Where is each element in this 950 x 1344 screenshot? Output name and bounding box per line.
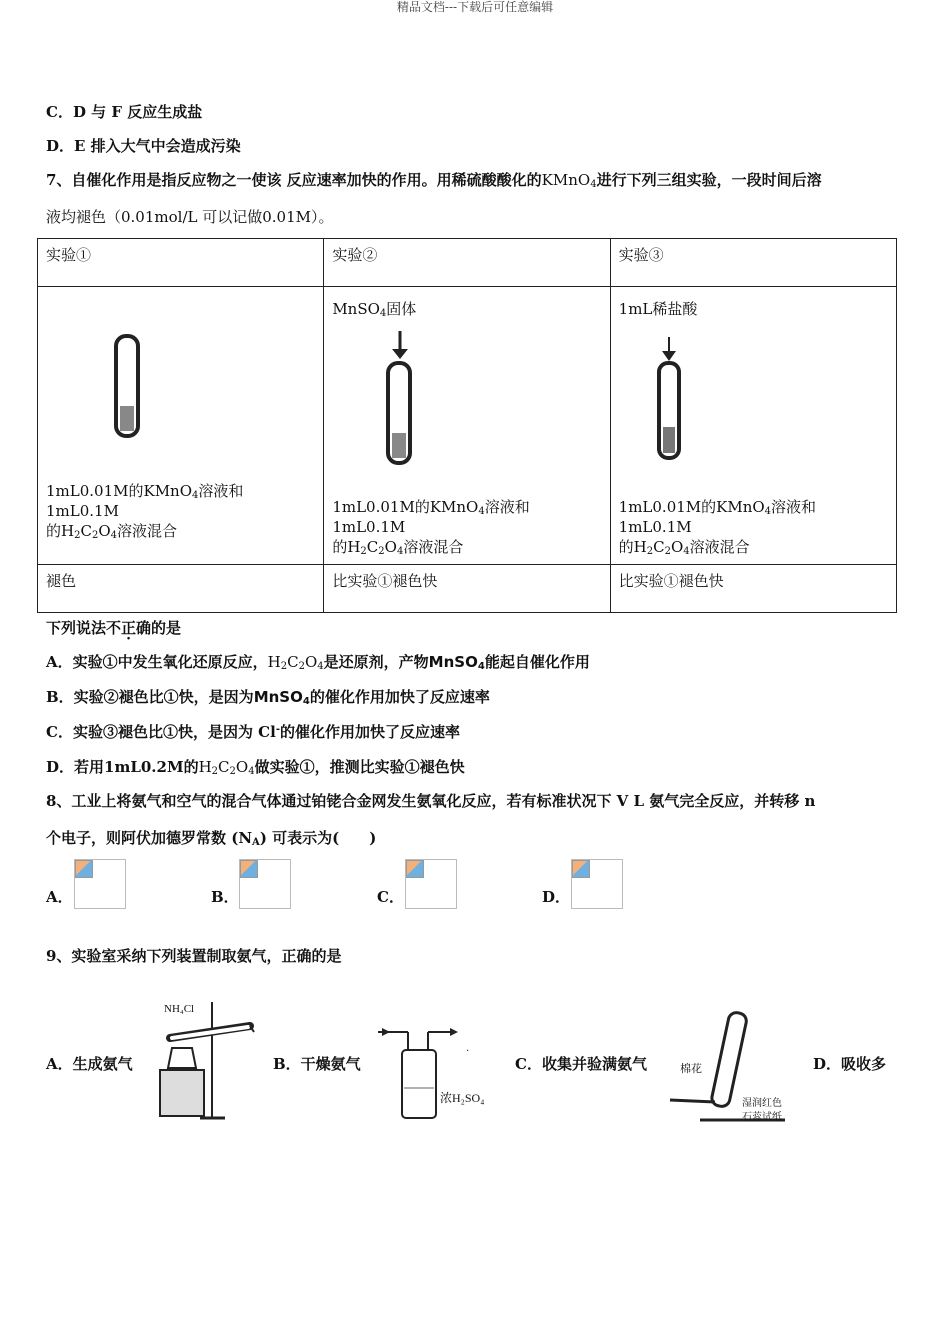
exp2-addition: MnSO$_4$固体 xyxy=(332,300,417,319)
q9-option-c-label: C．收集并验满氨气 xyxy=(515,1055,647,1073)
test-tube-with-dropper-icon xyxy=(649,337,689,462)
q8-option-d-label: D． xyxy=(542,888,571,906)
q8-option-a-label: A． xyxy=(46,888,73,906)
q9-stem: 9、实验室采纳下列装置制取氨气，正确的是 xyxy=(46,947,342,965)
page-header: 精品文档---下载后可任意编辑 xyxy=(396,0,554,14)
table-header-exp3: 实验③ xyxy=(610,239,896,287)
q7-option-c: C．实验③褪色比①快，是因为 Cl-的催化作用加快了反应速率 xyxy=(46,723,460,741)
q8-option-a-image-placeholder xyxy=(74,859,126,909)
exp3-addition: 1mL稀盐酸 xyxy=(618,300,698,318)
exp3-result: 比实验①褪色快 xyxy=(610,565,896,613)
exp1-mix-text: 1mL0.01M的KMnO$_4$溶液和1mL0.1M 的$H_2C_2O_4$溶液混合 xyxy=(46,482,244,541)
q7-stem-line1: 7、自催化作用是指反应物之一使该 反应速率加快的作用。用稀硫酸酸化的KMnO$_4$进行下列三组实验，一段时间后溶 xyxy=(46,171,822,190)
q9-option-a-label: A．生成氨气 xyxy=(46,1055,133,1073)
fig-b-label: 浓H₂SO₄ xyxy=(440,1091,485,1105)
exp2-setup-cell xyxy=(324,287,610,565)
experiment-table xyxy=(37,238,897,613)
table-header-exp2: 实验② xyxy=(324,239,610,287)
gas-collection-tube-icon xyxy=(660,1010,790,1125)
q6-option-c: C．D 与 F 反应生成盐 xyxy=(46,103,203,121)
exp2-mix-text: 1mL0.01M的KMnO$_4$溶液和1mL0.1M 的$H_2C_2O_4$溶液混合 xyxy=(332,498,530,557)
exp1-result: 褪色 xyxy=(38,565,324,613)
q8-option-b-label: B． xyxy=(211,888,239,906)
fig-c-label1: 棉花 xyxy=(680,1063,702,1075)
q8-option-c-label: C． xyxy=(377,888,404,906)
exp1-setup-cell xyxy=(38,287,324,565)
ammonia-generation-apparatus-icon xyxy=(150,998,265,1123)
q7-question: 下列说法不正确的是 xyxy=(46,619,182,637)
table-header-exp1: 实验① xyxy=(38,239,324,287)
exp3-mix-text: 1mL0.01M的KMnO$_4$溶液和1mL0.1M 的$H_2C_2O_4$溶液混合 xyxy=(618,498,817,557)
q8-option-b-image-placeholder xyxy=(239,859,291,909)
q8-stem-line2: 个电子，则阿伏加德罗常数 $(N_A)$ 可表示为( ) xyxy=(46,829,377,848)
fig-c-label3: 石蕊试纸 xyxy=(742,1112,782,1123)
q7-option-d: D．若用1mL0.2M的$H_2C_2O_4$做实验①，推测比实验①褪色快 xyxy=(46,758,465,777)
drying-bottle-icon xyxy=(378,1022,508,1122)
fig-a-label: NH₄Cl xyxy=(164,1003,195,1015)
q9-option-b-label: B．干燥氨气 xyxy=(273,1055,361,1073)
q8-option-d-image-placeholder xyxy=(571,859,623,909)
q7-stem-line2: 液均褪色（0.01mol/L 可以记做0.01M）。 xyxy=(46,208,334,226)
q6-option-d: D．E 排入大气中会造成污染 xyxy=(46,137,241,155)
q7-option-a: A．实验①中发生氧化还原反应，$H_2C_2O_4$是还原剂，产物MnSO$_4$能起自催化作用 xyxy=(46,653,590,672)
q8-option-c-image-placeholder xyxy=(405,859,457,909)
exp3-setup-cell xyxy=(610,287,896,565)
fig-c-label2: 湿润红色 xyxy=(742,1098,782,1109)
q8-stem-line1: 8、工业上将氨气和空气的混合气体通过铂铑合金网发生氨氧化反应，若有标准状况下 V L 氨气完全反应，并转移 n xyxy=(46,792,816,810)
test-tube-icon xyxy=(108,331,148,446)
test-tube-with-arrow-icon xyxy=(380,331,420,471)
svg-text:·: · xyxy=(466,1046,470,1057)
q7-option-b: B．实验②褪色比①快，是因为MnSO$_4$的催化作用加快了反应速率 xyxy=(46,688,490,707)
exp2-result: 比实验①褪色快 xyxy=(324,565,610,613)
q9-option-d-label: D．吸收多 xyxy=(813,1055,887,1073)
